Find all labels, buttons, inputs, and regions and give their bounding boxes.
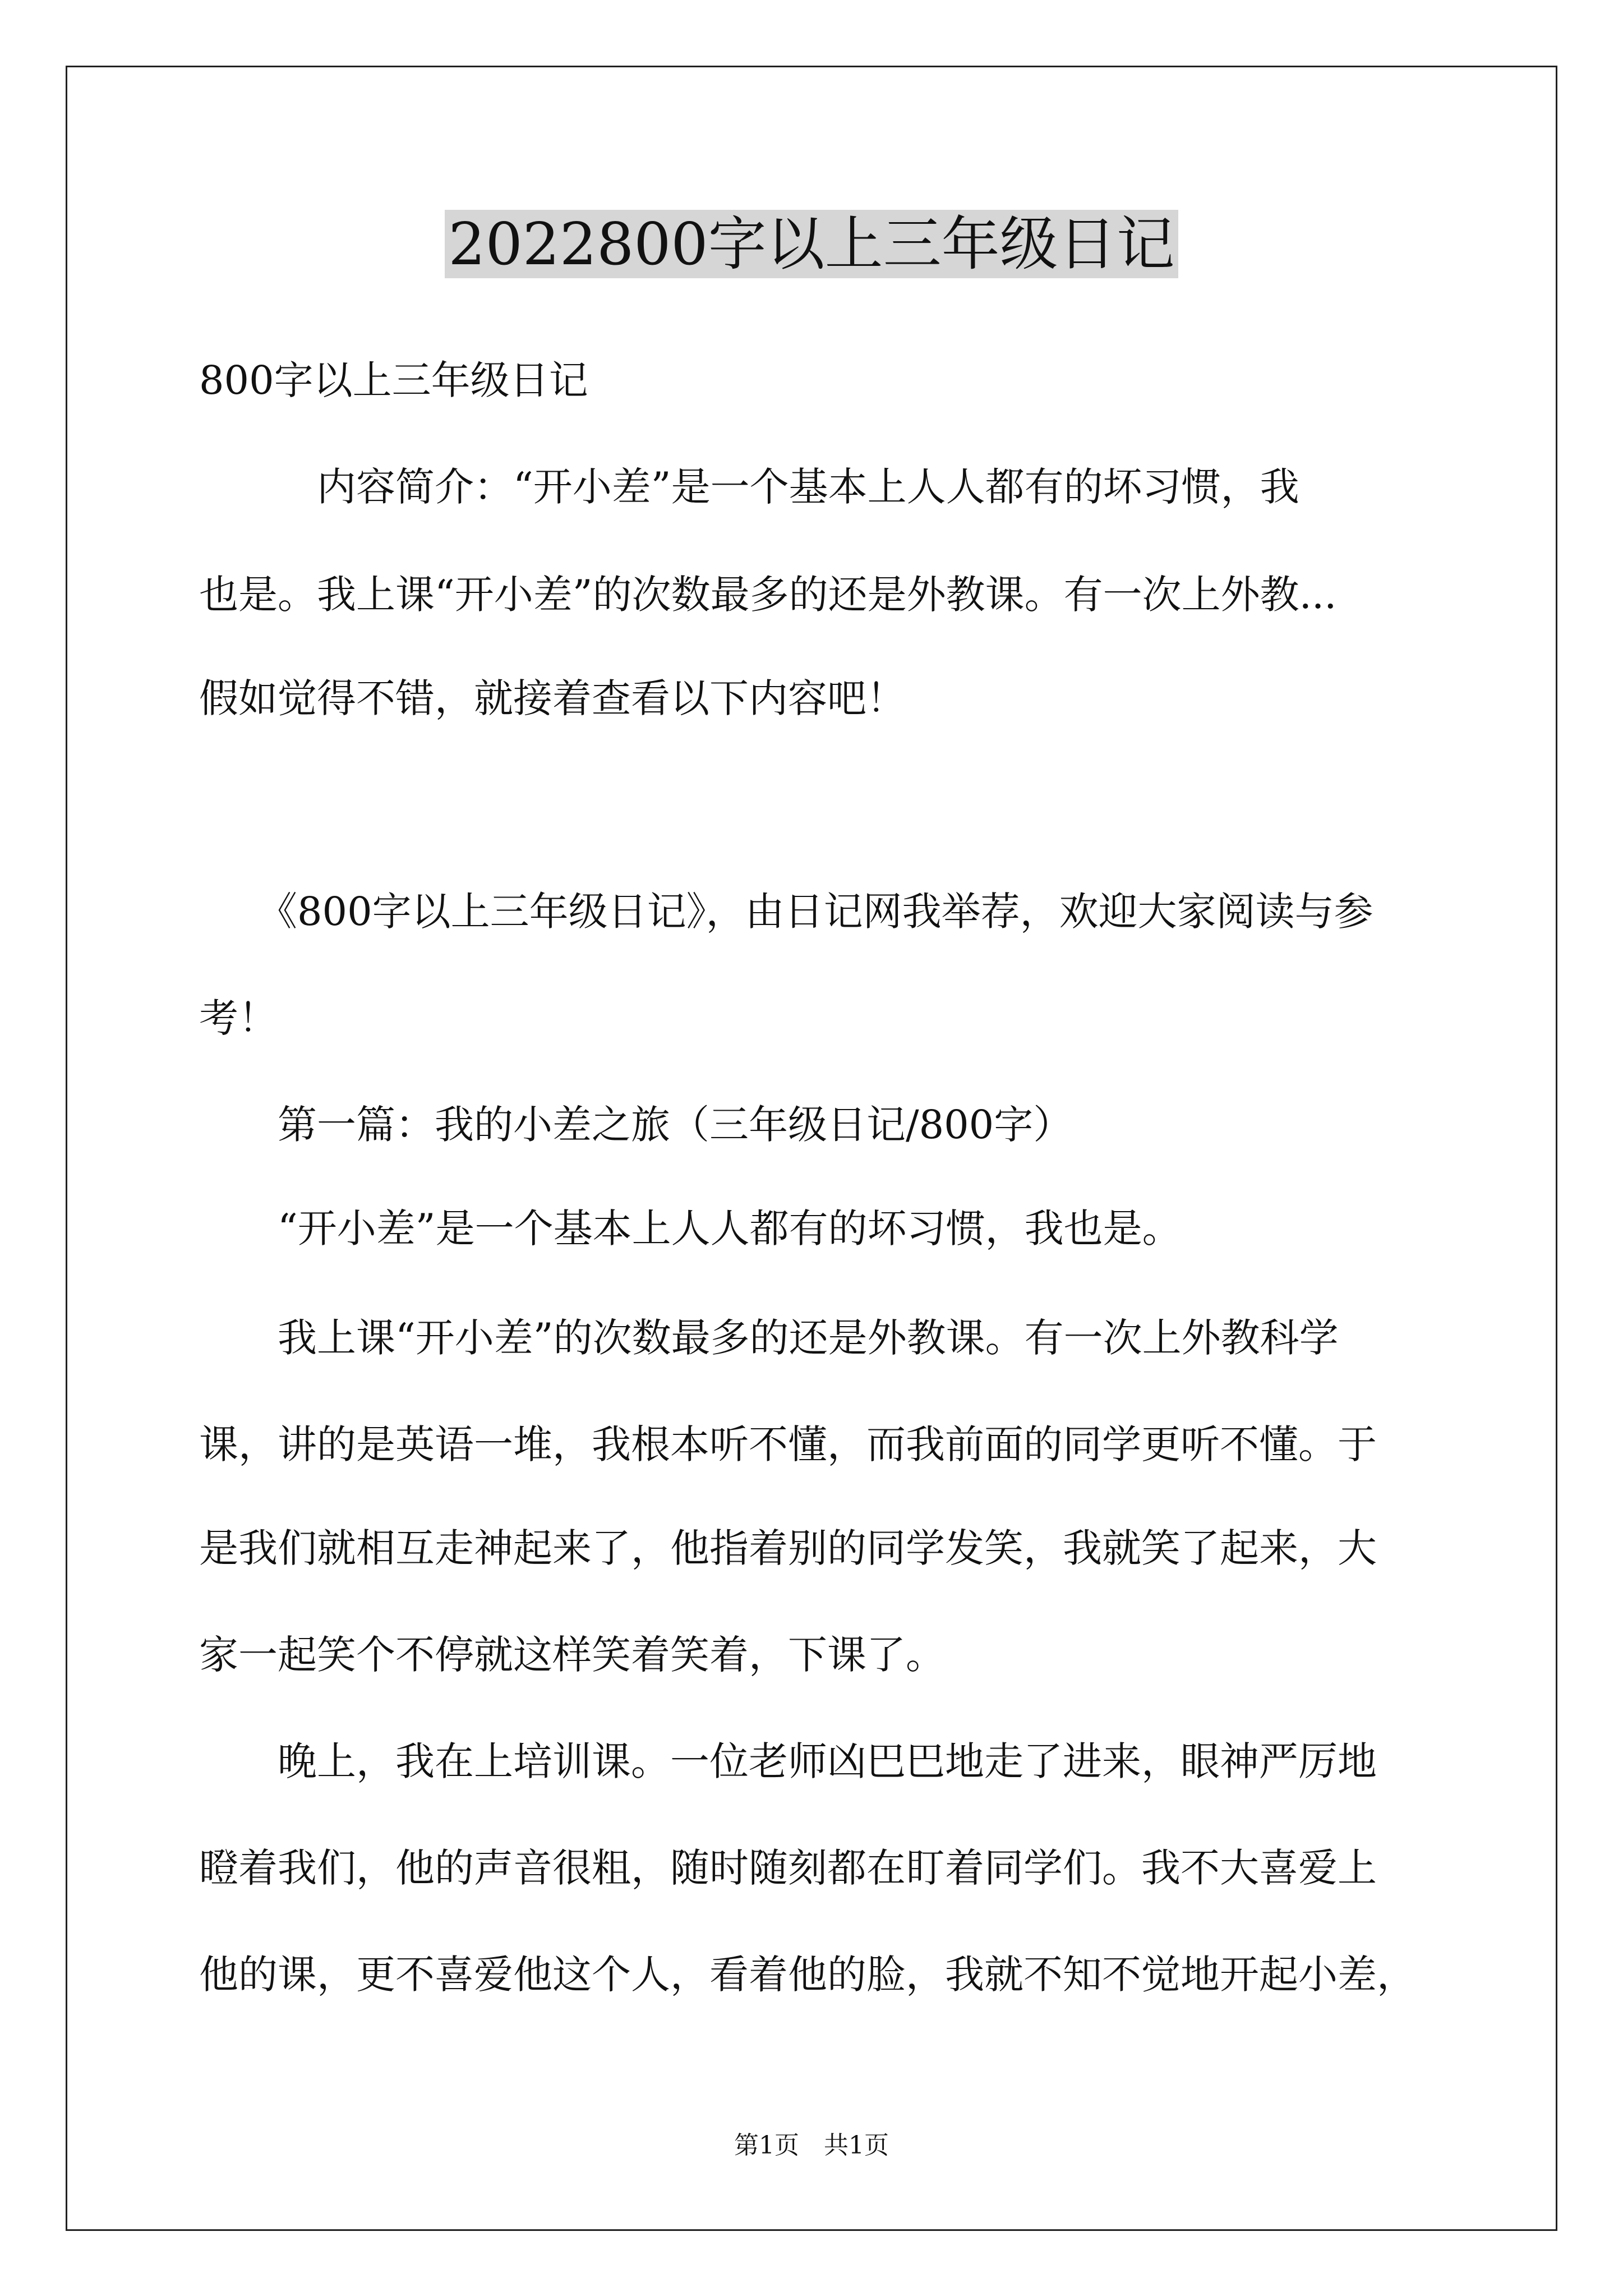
- page-footer: 第1页 共1页: [734, 2131, 889, 2160]
- document-title: 2022800字以上三年级日记: [0, 208, 1623, 280]
- paragraph-line-13: 晚上，我在上培训课。一位老师凶巴巴地走了进来，眼神严厉地: [199, 1738, 1377, 1784]
- paragraph-line-6: 考！: [199, 995, 278, 1041]
- paragraph-line-3: 也是。我上课“开小差”的次数最多的还是外教课。有一次上外教...: [199, 572, 1337, 618]
- paragraph-line-15: 他的课，更不喜爱他这个人，看着他的脸，我就不知不觉地开起小差，: [199, 1952, 1416, 1998]
- paragraph-line-1: 800字以上三年级日记: [199, 357, 588, 403]
- paragraph-line-7: 第一篇：我的小差之旅（三年级日记/800字）: [199, 1102, 1073, 1148]
- paragraph-line-11: 是我们就相互走神起来了，他指着别的同学发笑，我就笑了起来，大: [199, 1525, 1377, 1571]
- paragraph-line-12: 家一起笑个不停就这样笑着笑着，下课了。: [199, 1632, 945, 1678]
- paragraph-line-10: 课，讲的是英语一堆，我根本听不懂，而我前面的同学更听不懂。于: [199, 1421, 1377, 1467]
- paragraph-line-2: 内容简介：“开小差”是一个基本上人人都有的坏习惯，我: [199, 464, 1299, 510]
- paragraph-line-14: 瞪着我们，他的声音很粗，随时随刻都在盯着同学们。我不大喜爱上: [199, 1845, 1377, 1891]
- paragraph-line-9: 我上课“开小差”的次数最多的还是外教课。有一次上外教科学: [199, 1315, 1339, 1361]
- paragraph-line-8: “开小差”是一个基本上人人都有的坏习惯，我也是。: [199, 1205, 1182, 1251]
- paragraph-line-4: 假如觉得不错，就接着查看以下内容吧！: [199, 675, 906, 721]
- paragraph-line-5: 《800字以上三年级日记》，由日记网我举荐，欢迎大家阅读与参: [199, 889, 1373, 935]
